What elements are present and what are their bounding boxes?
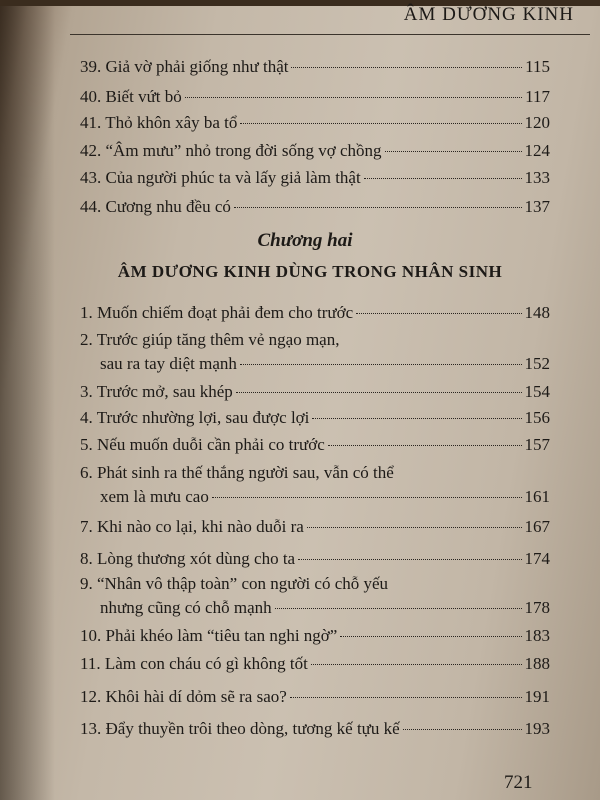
toc-entry-page: 115 [525, 57, 550, 76]
toc-entry [80, 515, 550, 539]
toc-entry-title: 11. Làm con cháu có gì không tốt [80, 654, 308, 673]
toc-entry [80, 195, 550, 219]
toc-entry-title: 2. Trước giúp tăng thêm vẻ ngạo mạn, [80, 330, 340, 349]
toc-entry-page: 133 [524, 168, 550, 187]
toc-entry-title: 9. “Nhân vô thập toàn” con người có chỗ yếu [80, 574, 389, 593]
toc-entry [80, 572, 550, 620]
toc-entry-page: 152 [524, 354, 550, 373]
dot-leader [185, 97, 522, 98]
toc-entry-page: 148 [524, 303, 550, 322]
dot-leader [340, 636, 521, 637]
dot-leader [240, 123, 521, 124]
toc-entry-page: 167 [524, 517, 550, 536]
dot-leader [307, 527, 522, 528]
toc-entry [80, 461, 550, 509]
toc-entry-page: 157 [524, 435, 550, 454]
page-number: 721 [504, 772, 533, 793]
toc-entry-title: 1. Muốn chiếm đoạt phải đem cho trước [80, 303, 354, 322]
toc-entry-page: 193 [524, 719, 550, 738]
dot-leader [236, 392, 522, 393]
toc-entry [80, 111, 550, 135]
toc-entry-page: 183 [524, 626, 550, 645]
toc-entry [80, 55, 550, 79]
toc-entry-title: 42. “Âm mưu” nhỏ trong đời sống vợ chồng [80, 141, 382, 160]
toc-entry-title: 3. Trước mở, sau khép [80, 382, 233, 401]
dot-leader [234, 207, 522, 208]
dot-leader [291, 67, 522, 68]
toc-entry-title: 5. Nếu muốn duỗi cần phải co trước [80, 435, 325, 454]
toc-entry [80, 166, 550, 190]
toc-entry-title: 39. Giả vờ phải giống như thật [80, 57, 289, 76]
running-header: ÂM DƯƠNG KINH [403, 4, 574, 25]
toc-entry-page: 154 [524, 382, 550, 401]
toc-entry [80, 406, 550, 430]
toc-entry-page: 156 [524, 408, 550, 427]
dot-leader [385, 151, 522, 152]
toc-entry [80, 717, 550, 741]
toc-entry-title: 13. Đẩy thuyền trôi theo dòng, tương kế tựu kế [80, 719, 400, 738]
toc-entry [80, 139, 550, 163]
dot-leader [311, 664, 522, 665]
toc-entry-title: 4. Trước nhường lợi, sau được lợi [80, 408, 310, 427]
toc-entry [80, 685, 550, 709]
toc-entry-title: 8. Lòng thương xót dùng cho ta [80, 549, 296, 568]
dot-leader [240, 364, 522, 365]
toc-entry-page: 191 [524, 687, 550, 706]
toc-entry-page: 124 [524, 141, 550, 160]
toc-entry-title: 43. Của người phúc ta và lấy giả làm thật [80, 168, 361, 187]
dot-leader [364, 178, 522, 179]
toc-entry-page: 161 [524, 487, 550, 506]
toc-entry-title: 41. Thỏ khôn xây ba tổ [80, 113, 238, 132]
toc-entry-page: 117 [525, 87, 550, 106]
chapter-title: ÂM DƯƠNG KINH DÙNG TRONG NHÂN SINH [117, 262, 503, 281]
toc-entry [80, 301, 550, 325]
toc-entry [80, 380, 550, 404]
toc-entry-continuation: xem là mưu cao [100, 487, 209, 506]
dot-leader [212, 497, 522, 498]
dot-leader [312, 418, 521, 419]
dot-leader [328, 445, 522, 446]
toc-entry [80, 85, 550, 109]
toc-entry-title: 44. Cương nhu đều có [80, 197, 231, 216]
toc-entry [80, 328, 550, 376]
toc-entry-page: 178 [524, 598, 550, 617]
toc-entry-title: 6. Phát sinh ra thế thắng người sau, vẫn có thể [80, 463, 394, 482]
toc-entry-page: 137 [524, 197, 550, 216]
toc-entry-continuation: sau ra tay diệt mạnh [100, 354, 237, 373]
toc-entry-title: 7. Khi nào co lại, khi nào duỗi ra [80, 517, 304, 536]
toc-entry-title: 10. Phải khéo làm “tiêu tan nghi ngờ” [80, 626, 338, 645]
chapter-label: Chương hai [257, 230, 353, 251]
toc-entry-page: 120 [524, 113, 550, 132]
toc-entry [80, 652, 550, 676]
toc-entry-title: 40. Biết vứt bỏ [80, 87, 182, 106]
toc-entry [80, 433, 550, 457]
toc-entry [80, 624, 550, 648]
toc-entry-page: 188 [524, 654, 550, 673]
dot-leader [403, 729, 522, 730]
dot-leader [298, 559, 521, 560]
toc-entry-page: 174 [524, 549, 550, 568]
toc-entry-title: 12. Khôi hài dí dỏm sẽ ra sao? [80, 687, 287, 706]
dot-leader [290, 697, 522, 698]
dot-leader [356, 313, 521, 314]
toc-entry-continuation: nhưng cũng có chỗ mạnh [100, 598, 272, 617]
toc-entry [80, 547, 550, 571]
dot-leader [275, 608, 522, 609]
